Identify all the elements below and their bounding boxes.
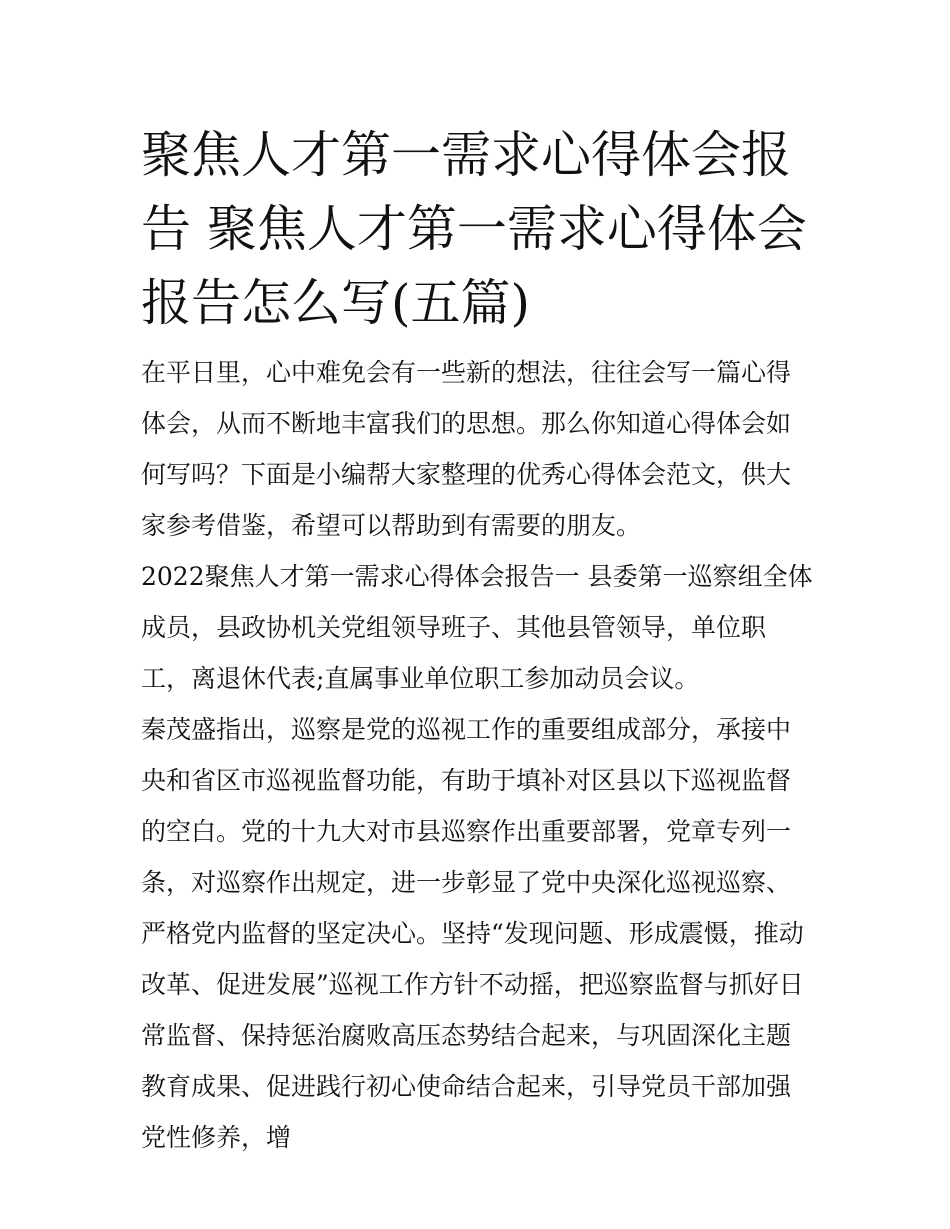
document-body bbox=[141, 118, 813, 1163]
paragraph-intro: 在平日里，心中难免会有一些新的想法，往往会写一篇心得体会，从而不断地丰富我们的思想。那么你知道心得体会如何写吗？下面是小编帮大家整理的优秀心得体会范文，供大家参考借鉴，希望可以帮助到有需要的朋友。 bbox=[141, 358, 792, 540]
document-title: 聚焦人才第一需求心得体会报告 聚焦人才第一需求心得体会报告怎么写(五篇) bbox=[141, 126, 807, 332]
paragraph-inspection: 秦茂盛指出，巡察是党的巡视工作的重要组成部分，承接中央和省区市巡视监督功能，有助于填补对区县以下巡视监督的空白。党的十九大对市县巡察作出重要部署，党章专列一条，对巡察作出规定，进一步彰显了党中央深化巡视巡察、严格党内监督的坚定决心。坚持“发现问题、形成震慑，推动改革、促进发展”巡视工作方针不动摇，把巡察监督与抓好日常监督、保持惩治腐败高压态势结合起来，与巩固深化主题教育成果、促进践行初心使命结合起来，引导党员干部加强党性修养，增 bbox=[141, 715, 804, 1152]
paragraph-report-one: 2022聚焦人才第一需求心得体会报告一 县委第一巡察组全体成员，县政协机关党组领导班子、其他县管领导，单位职工，离退休代表;直属事业单位职工参加动员会议。 bbox=[141, 562, 813, 693]
